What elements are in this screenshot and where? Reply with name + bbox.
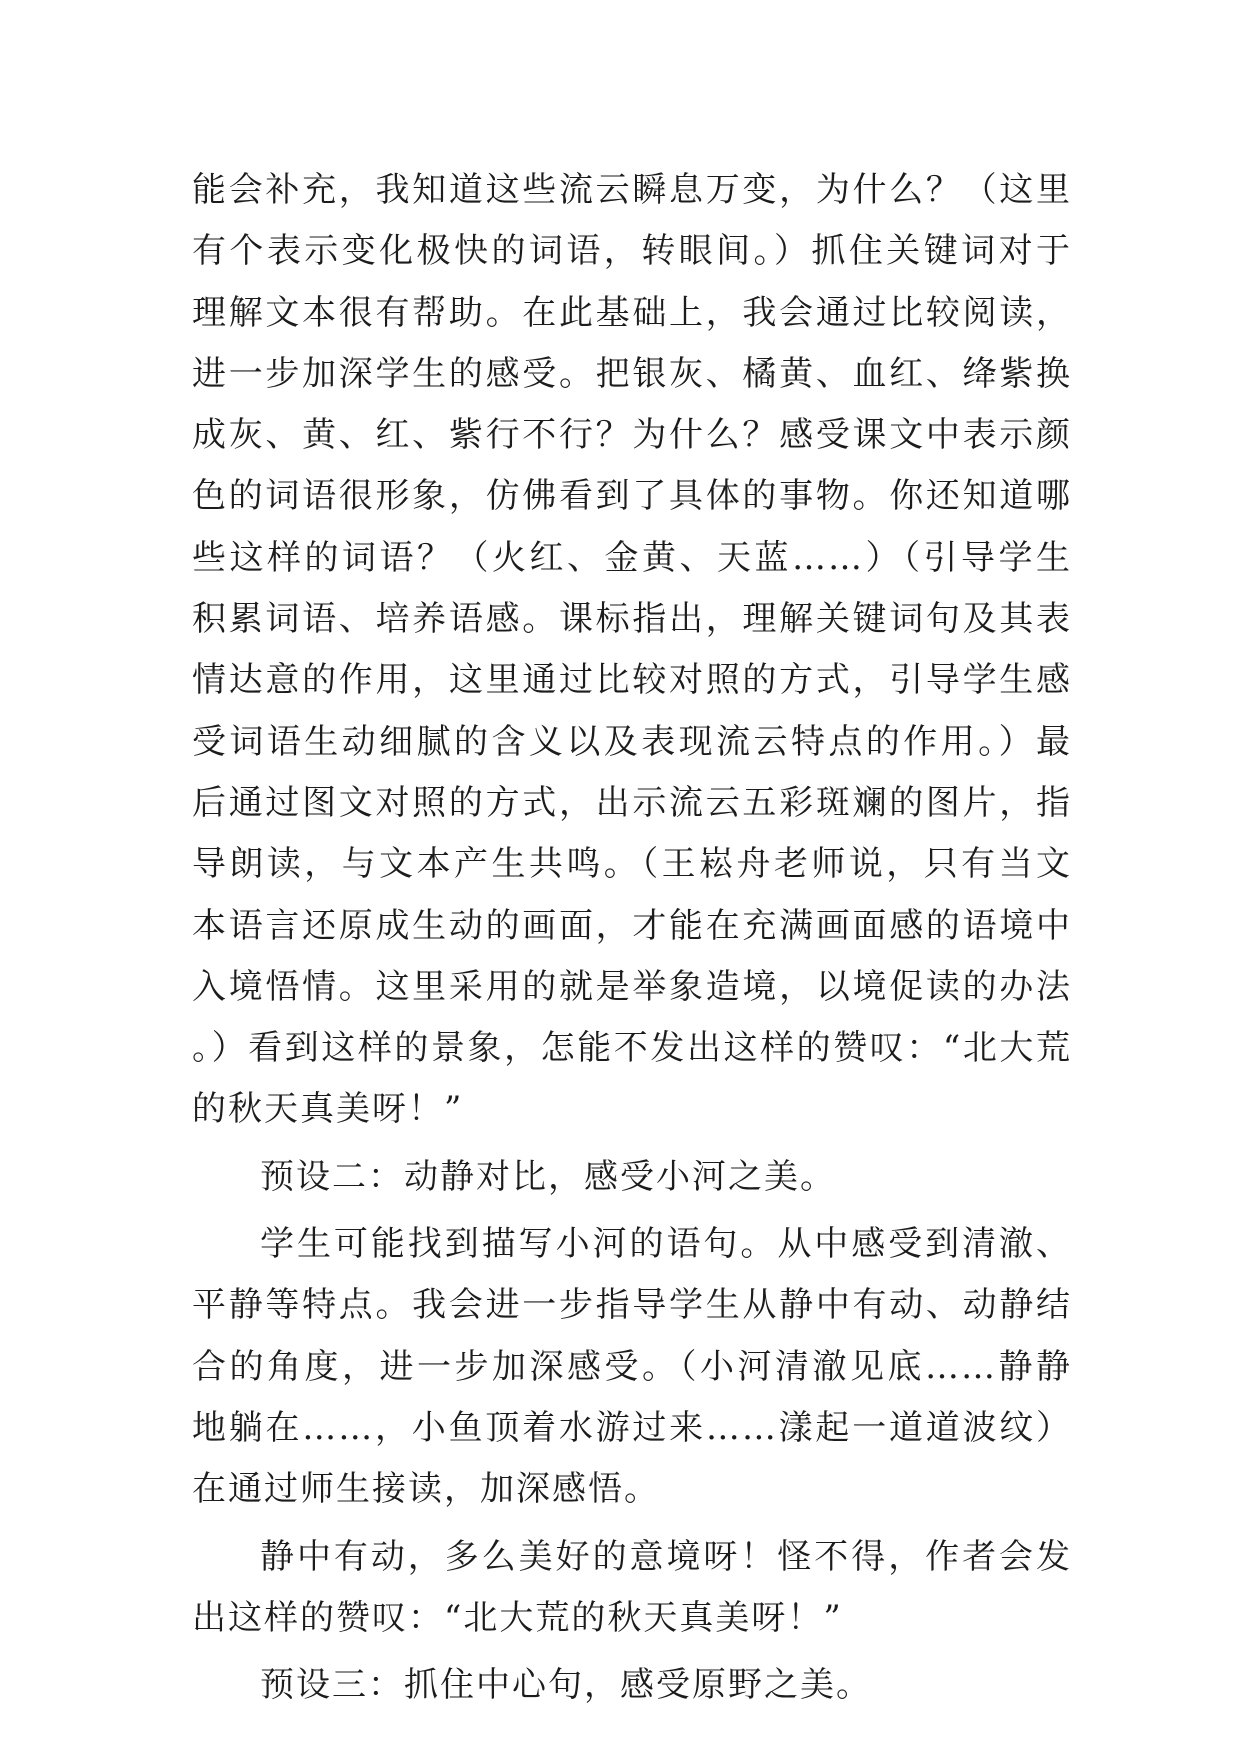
paragraph-preset-two-heading: 预设二：动静对比，感受小河之美。: [260, 1156, 836, 1197]
paragraph-river-conclusion: 静中有动，多么美好的意境呀！怪不得，作者会发出这样的赞叹：“北大荒的秋天真美呀！”: [192, 1536, 1072, 1638]
paragraph-continued: 能会补充，我知道这些流云瞬息万变，为什么？（这里有个表示变化极快的词语，转眼间。）抓住关键词对于理解文本很有帮助。在此基础上，我会通过比较阅读，进一步加深学生的感受。把银灰、橘黄、血红、绛紫换成灰、黄、红、紫行不行？为什么？感受课文中表示颜色的词语很形象，仿佛看到了具体的事物。你还知道哪些这样的词语？（火红、金黄、天蓝……）（引导学生积累词语、培养语感。课标指出，理解关键词句及其表情达意的作用，这里通过比较对照的方式，引导学生感受词语生动细腻的含义以及表现流云特点的作用。）最后通过图文对照的方式，出示流云五彩斑斓的图片，指导朗读，与文本产生共鸣。（王崧舟老师说，只有当文本语言还原成生动的画面，才能在充满画面感的语境中入境悟情。这里采用的就是举象造境，以境促读的办法。）看到这样的景象，怎能不发出这样的赞叹：“北大荒的秋天真美呀！”: [192, 170, 1072, 1130]
document-body: [192, 160, 1072, 1722]
paragraph-preset-three-heading: 预设三：抓住中心句，感受原野之美。: [260, 1665, 872, 1706]
paragraph-river-analysis: 学生可能找到描写小河的语句。从中感受到清澈、平静等特点。我会进一步指导学生从静中有动、动静结合的角度，进一步加深感受。（小河清澈见底……静静地躺在……，小鱼顶着水游过来……漾起一道道波纹）在通过师生接读，加深感悟。: [192, 1224, 1072, 1510]
